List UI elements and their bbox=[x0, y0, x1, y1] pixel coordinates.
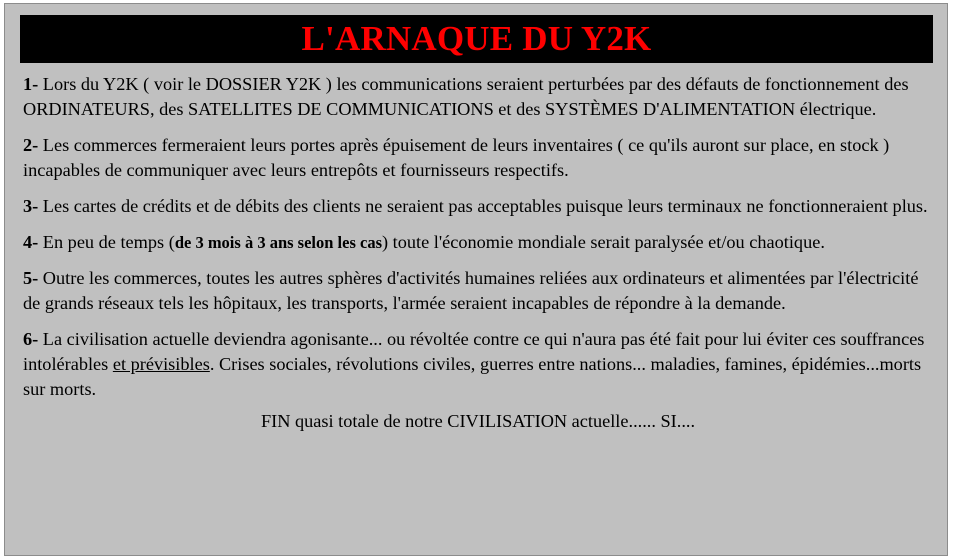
point-text: Les cartes de crédits et de débits des clients ne seraient pas acceptables puisque leurs terminaux ne fonctionneraient plus. bbox=[38, 196, 928, 216]
point-2 bbox=[23, 133, 933, 183]
point-text-before: En peu de temps ( bbox=[38, 232, 175, 252]
point-text: Lors du Y2K ( voir le DOSSIER Y2K ) les communications seraient perturbées par des défauts de fonctionnement des ORDINATEURS, des SATELLITES DE COMMUNICATIONS et des SYSTÈMES D'ALIMENTATION électrique. bbox=[23, 74, 909, 119]
point-text: Les commerces fermeraient leurs portes après épuisement de leurs inventaires ( ce qu'ils auront sur place, en stock ) incapables de communiquer avec leurs entrepôts et fournisseurs respectifs. bbox=[23, 135, 890, 180]
title-banner bbox=[20, 15, 933, 63]
article-body bbox=[23, 72, 933, 445]
page-title: L'ARNAQUE DU Y2K bbox=[301, 19, 652, 58]
point-number: 1- bbox=[23, 74, 39, 94]
point-text-before: La civilisation actuelle deviendra agonisante... ou révoltée contre ce qui n'aura pas été fait pour lui éviter ces souffrances intolérables bbox=[23, 329, 925, 374]
point-text: Outre les commerces, toutes les autres sphères d'activités humaines reliées aux ordinateurs et alimentées par l'électricité de grands réseaux tels les hôpitaux, les transports, l'armée seraient incapables de répondre à la demande. bbox=[23, 268, 919, 313]
point-text-after: ) toute l'économie mondiale serait paralysée et/ou chaotique. bbox=[382, 232, 825, 252]
point-underlined-phrase: et prévisibles bbox=[112, 354, 210, 374]
point-6 bbox=[23, 327, 933, 402]
point-number: 3- bbox=[23, 196, 39, 216]
point-text-after: . Crises sociales, révolutions civiles, guerres entre nations... maladies, famines, épidémies...morts sur morts. bbox=[23, 354, 922, 399]
point-1 bbox=[23, 72, 933, 122]
article-panel bbox=[4, 3, 948, 556]
point-number: 2- bbox=[23, 135, 39, 155]
point-number: 4- bbox=[23, 232, 39, 252]
point-emphasis: de 3 mois à 3 ans selon les cas bbox=[174, 233, 382, 252]
closing-line: FIN quasi totale de notre CIVILISATION actuelle...... SI.... bbox=[260, 411, 696, 431]
point-number: 6- bbox=[23, 329, 39, 349]
point-number: 5- bbox=[23, 268, 39, 288]
point-5 bbox=[23, 266, 933, 316]
point-3 bbox=[23, 194, 933, 219]
point-4 bbox=[23, 230, 933, 255]
